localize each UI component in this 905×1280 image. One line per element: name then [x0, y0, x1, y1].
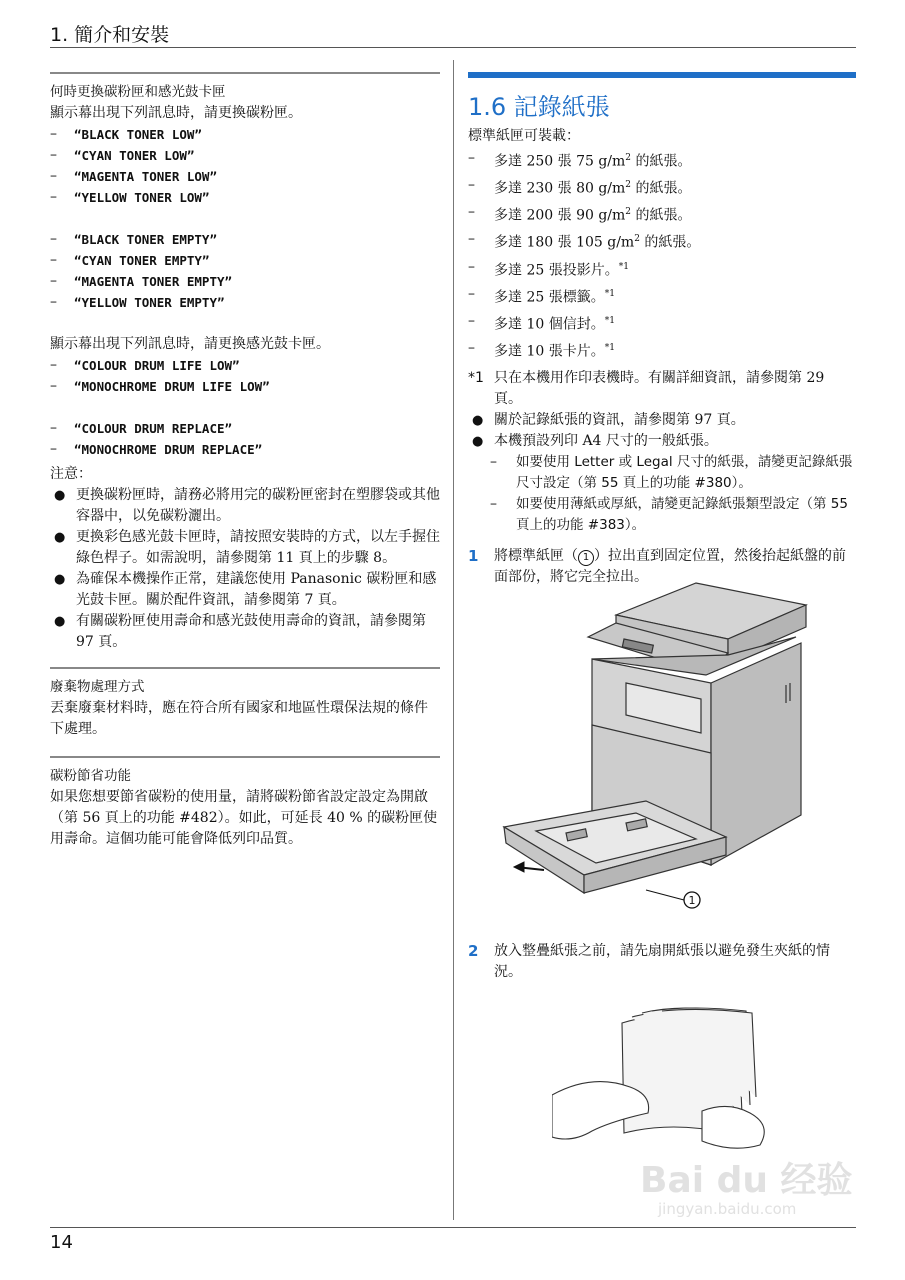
section-rule — [50, 667, 440, 669]
step-text: 放入整疊紙張之前，請先扇開紙張以避免發生夾紙的情況。 — [494, 943, 830, 980]
bullet-item: ● 有關碳粉匣使用壽命和感光鼓使用壽命的資訊，請參閱第 97 頁。 — [54, 613, 426, 650]
bullet-item: ● 更換彩色感光鼓卡匣時，請按照安裝時的方式，以左手握住綠色桿子。如需說明，請參閱第 11 頁上的步驟 8。 — [54, 529, 440, 566]
sub-dash-item: – 如要使用 Letter 或 Legal 尺寸的紙張，請變更記錄紙張尺寸設定（第 55 頁上的功能 #380）。 — [490, 454, 853, 492]
step-number: 1 — [468, 547, 479, 566]
capacity-item: – 多達 25 張投影片。$^{*1}$ — [468, 258, 629, 279]
message-item: – “YELLOW TONER LOW” — [50, 189, 210, 205]
bullet-item: ● 更換碳粉匣時，請務必將用完的碳粉匣密封在塑膠袋或其他容器中，以免碳粉灑出。 — [54, 487, 440, 524]
callout-circle: 1 — [578, 550, 594, 566]
footnote-mark: *1 — [468, 370, 484, 387]
page-header-title: 1. 簡介和安裝 — [50, 24, 170, 46]
message-item: – “MAGENTA TONER LOW” — [50, 168, 217, 184]
message-item: – “COLOUR DRUM LIFE LOW” — [50, 357, 240, 373]
page-number: 14 — [50, 1232, 73, 1253]
section-title-disposal: 廢棄物處理方式 — [50, 679, 145, 695]
drum-low-list — [50, 355, 440, 397]
footer-rule — [50, 1227, 856, 1228]
drum-intro: 顯示幕出現下列訊息時，請更換感光鼓卡匣。 — [50, 336, 330, 352]
message-item: – “MONOCHROME DRUM REPLACE” — [50, 441, 263, 457]
capacity-item: – 多達 230 張 80 $g/m^2$ 的紙張。 — [468, 177, 692, 197]
capacity-item: – 多達 10 張卡片。$^{*1}$ — [468, 340, 615, 360]
saving-text: 如果您想要節省碳粉的使用量，請將碳粉節省設定設定為開啟（第 56 頁上的功能 #482）。如此，可延長 40 % 的碳粉匣使用壽命。這個功能可能會降低列印品質。 — [50, 789, 438, 847]
svg-text:jingyan.baidu.com: jingyan.baidu.com — [658, 1200, 797, 1218]
bullet-item: ● 關於記錄紙張的資訊，請參閱第 97 頁。 — [472, 412, 745, 429]
capacity-item: – 多達 180 張 105 $g/m^2$ 的紙張。 — [468, 231, 701, 252]
right-column — [468, 72, 856, 588]
section-rule — [50, 756, 440, 758]
capacity-intro: 標準紙匣可裝載： — [468, 128, 580, 144]
notes-list — [50, 485, 440, 653]
printer-tray-illustration — [496, 575, 856, 915]
sub-dash-list — [468, 452, 856, 536]
replace-intro: 顯示幕出現下列訊息時，請更換碳粉匣。 — [50, 105, 302, 121]
section-heading: 1.6 記錄紙張 — [468, 93, 610, 121]
footnote-text: 只在本機用作印表機時。有關詳細資訊，請參閱第 29 頁。 — [494, 370, 825, 408]
toner-empty-list — [50, 229, 440, 313]
capacity-list — [468, 147, 856, 364]
left-column — [50, 72, 440, 850]
svg-text:Bai du 经验: Bai du 经验 — [640, 1160, 853, 1201]
section-rule — [50, 72, 440, 74]
bullet-item: ● 為確保本機操作正常，建議您使用 Panasonic 碳粉匣和感光鼓卡匣。關於配件資訊，請參閱第 7 頁。 — [54, 571, 437, 608]
fanning-paper-illustration — [552, 1003, 812, 1153]
callout-label: 1 — [688, 894, 696, 907]
sub-dash-item: – 如要使用薄紙或厚紙，請變更記錄紙張類型設定（第 55 頁上的功能 #383）。 — [490, 496, 848, 534]
baidu-watermark — [640, 1140, 860, 1220]
bullet-item: ● 本機預設列印 A4 尺寸的一般紙張。 — [472, 433, 718, 450]
step-text: 將標準紙匣（ 1 ）拉出直到固定位置，然後抬起紙盤的前面部份，將它完全拉出。 — [494, 548, 846, 586]
disposal-text: 丟棄廢棄材料時，應在符合所有國家和地區性環保法規的條件下處理。 — [50, 700, 428, 737]
message-item: – “YELLOW TONER EMPTY” — [50, 294, 225, 310]
message-item: – “BLACK TONER LOW” — [50, 126, 202, 142]
drum-replace-list — [50, 418, 440, 460]
note-label: 注意： — [50, 466, 92, 482]
bullet-list — [468, 410, 856, 452]
message-item: – “CYAN TONER LOW” — [50, 147, 195, 163]
message-item: – “COLOUR DRUM REPLACE” — [50, 420, 233, 436]
step-number: 2 — [468, 942, 479, 960]
message-item: – “MAGENTA TONER EMPTY” — [50, 273, 233, 289]
section-bar — [468, 72, 856, 78]
column-divider — [453, 60, 454, 1220]
capacity-item: – 多達 25 張標籤。$^{*1}$ — [468, 285, 615, 306]
step-2 — [468, 941, 856, 983]
header-rule — [50, 47, 856, 48]
capacity-item: – 多達 200 張 90 $g/m^2$ 的紙張。 — [468, 204, 692, 224]
footnote — [468, 368, 856, 410]
message-item: – “MONOCHROME DRUM LIFE LOW” — [50, 378, 270, 394]
message-item: – “CYAN TONER EMPTY” — [50, 252, 210, 268]
step-2-block — [468, 935, 856, 983]
section-title-replace: 何時更換碳粉匣和感光鼓卡匣 — [50, 84, 226, 100]
toner-low-list — [50, 124, 440, 208]
capacity-item: – 多達 250 張 75 $g/m^2$ 的紙張。 — [468, 150, 692, 170]
section-title-saving: 碳粉節省功能 — [50, 768, 131, 784]
message-item: – “BLACK TONER EMPTY” — [50, 231, 217, 247]
capacity-item: – 多達 10 個信封。$^{*1}$ — [468, 312, 615, 333]
